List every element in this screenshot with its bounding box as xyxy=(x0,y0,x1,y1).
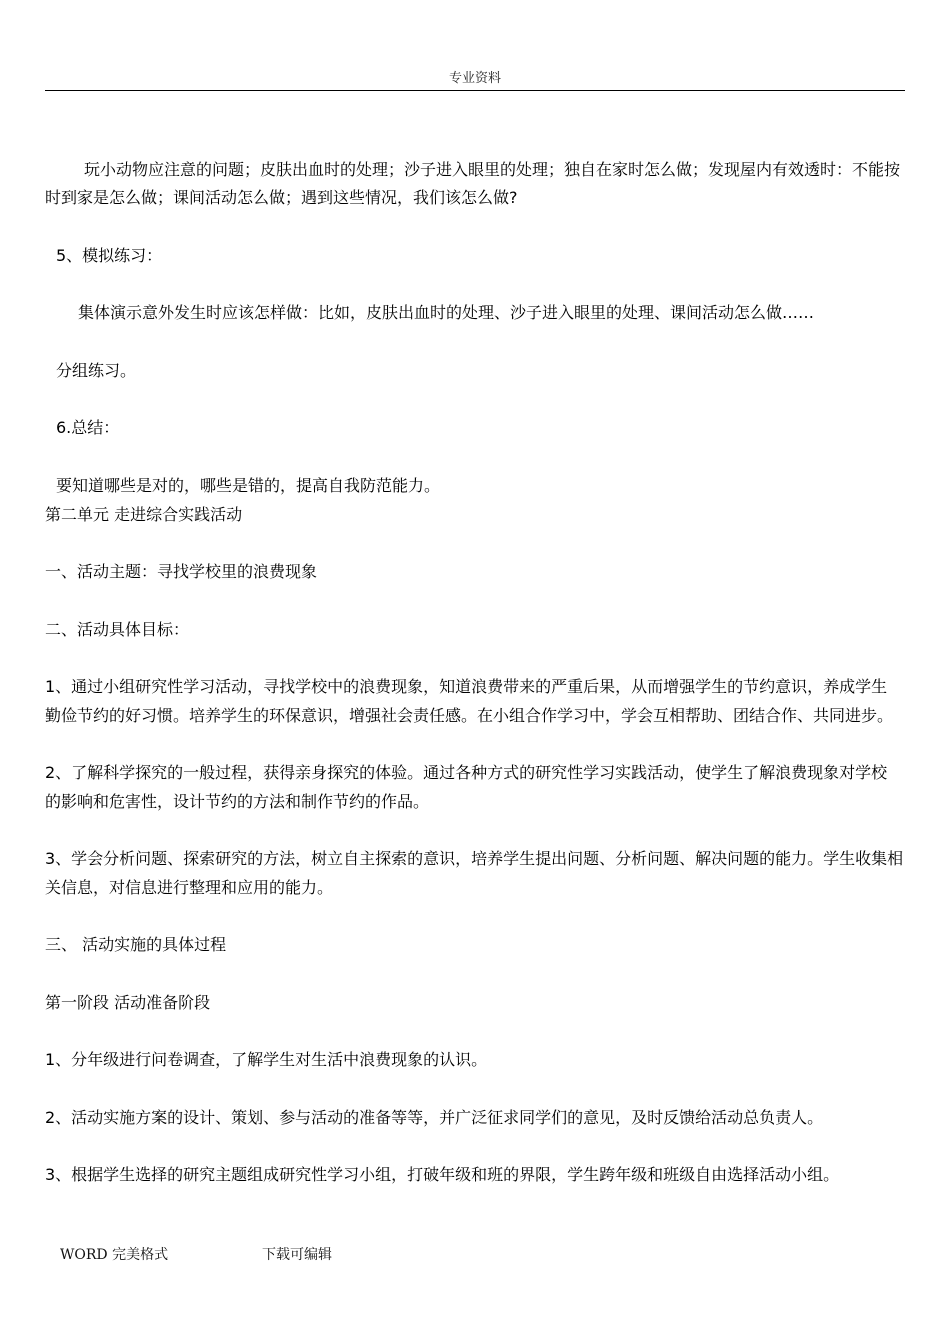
paragraph: 1、分年级进行问卷调查，了解学生对生活中浪费现象的认识。 xyxy=(45,1050,488,1069)
paragraph-line: 勤俭节约的好习惯。培养学生的环保意识，增强社会责任感。在小组合作学习中，学会互相帮助、团结合作、共同进步。 xyxy=(45,706,894,725)
section-heading: 第一阶段 活动准备阶段 xyxy=(45,993,211,1012)
paragraph-line: 关信息，对信息进行整理和应用的能力。 xyxy=(45,878,334,897)
paragraph: 一、活动主题：寻找学校里的浪费现象 xyxy=(45,562,318,581)
paragraph: 分组练习。 xyxy=(56,361,137,380)
paragraph-line: 3、学会分析问题、探索研究的方法，树立自主探索的意识，培养学生提出问题、分析问题、解决问题的能力。学生收集相 xyxy=(45,849,904,868)
paragraph-line: 时到家是怎么做；课间活动怎么做；遇到这些情况，我们该怎么做? xyxy=(45,188,518,207)
footer-left: WORD 完美格式 xyxy=(60,1247,169,1263)
paragraph: 3、根据学生选择的研究主题组成研究性学习小组，打破年级和班的界限，学生跨年级和班级自由选择活动小组。 xyxy=(45,1165,840,1184)
paragraph-line: 玩小动物应注意的问题；皮肤出血时的处理；沙子进入眼里的处理；独自在家时怎么做；发现屋内有效透时：不能按 xyxy=(84,160,901,179)
paragraph-line: 的影响和危害性，设计节约的方法和制作节约的作品。 xyxy=(45,792,430,811)
page-header: 专业资料 xyxy=(448,71,501,86)
paragraph: 6.总结： xyxy=(56,418,120,437)
paragraph: 集体演示意外发生时应该怎样做：比如，皮肤出血时的处理、沙子进入眼里的处理、课间活动怎么做…… xyxy=(78,303,815,322)
section-heading: 三、 活动实施的具体过程 xyxy=(45,935,227,954)
header-rule xyxy=(45,90,905,91)
paragraph: 要知道哪些是对的，哪些是错的，提高自我防范能力。 xyxy=(56,476,441,495)
paragraph: 2、活动实施方案的设计、策划、参与活动的准备等等，并广泛征求同学们的意见，及时反馈给活动总负责人。 xyxy=(45,1108,824,1127)
paragraph-line: 1、通过小组研究性学习活动，寻找学校中的浪费现象，知道浪费带来的严重后果，从而增强学生的节约意识，养成学生 xyxy=(45,677,888,696)
paragraph: 5、模拟练习： xyxy=(56,246,163,265)
section-heading: 第二单元 走进综合实践活动 xyxy=(45,505,243,524)
paragraph-line: 2、了解科学探究的一般过程，获得亲身探究的体验。通过各种方式的研究性学习实践活动，使学生了解浪费现象对学校 xyxy=(45,763,888,782)
footer-right: 下载可编辑 xyxy=(262,1247,332,1263)
paragraph: 二、活动具体目标： xyxy=(45,620,190,639)
